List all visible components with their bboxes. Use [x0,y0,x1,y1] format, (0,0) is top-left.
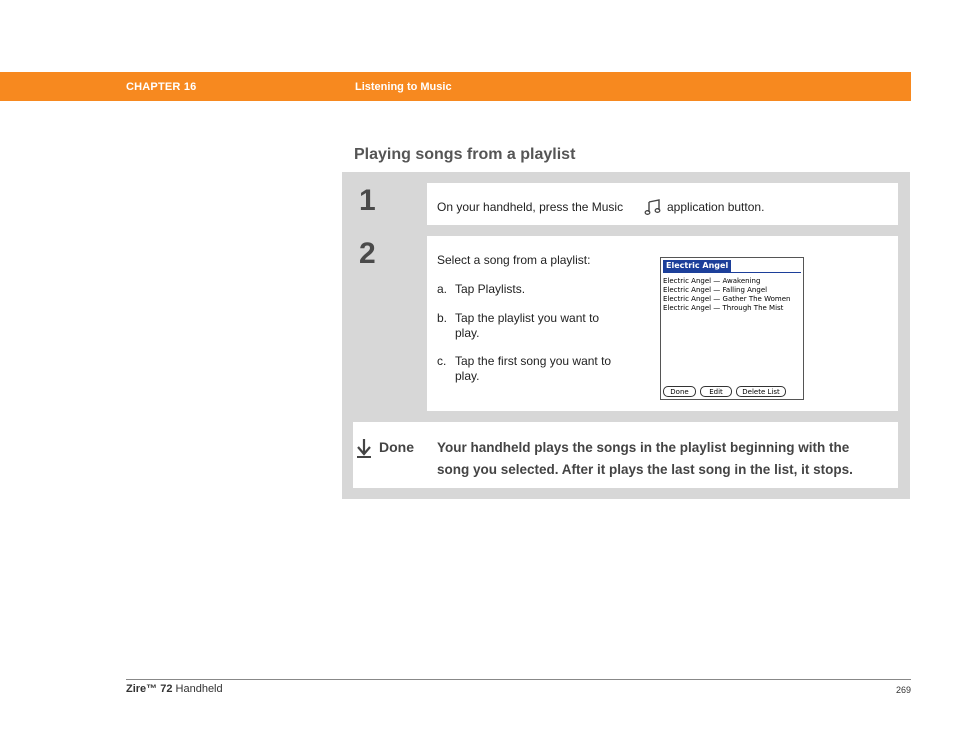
done-label: Done [379,439,414,455]
step-2-number: 2 [359,237,376,270]
section-title: Playing songs from a playlist [354,146,576,163]
footer-product-suffix: Handheld [172,683,223,695]
done-description-line-2: song you selected. After it plays the last song in the list, it stops. [437,462,853,477]
substep-b-text-cont: play. [455,326,480,340]
playlist-screen-image [660,257,804,400]
step-1-number: 1 [359,184,376,217]
playlist-done-button: Done [663,386,696,397]
playlist-song: Electric Angel — Gather The Women [663,295,791,303]
playlist-delete-list-button: Delete List [736,386,786,397]
substep-c-text: Tap the first song you want to [455,354,612,368]
step-2-intro: Select a song from a playlist: [437,253,591,267]
playlist-title-bar [663,260,801,273]
footer-product-model: Zire™ 72 [126,683,173,695]
page-number: 269 [895,685,911,695]
substep-b-text: Tap the playlist you want to [455,311,600,325]
chapter-title: Listening to Music [355,81,452,93]
footer-divider [126,679,911,680]
substep-c-text-cont: play. [455,369,480,383]
playlist-song: Electric Angel — Awakening [663,277,761,285]
substep-c-marker: c. [437,354,447,368]
done-description [437,437,892,481]
done-description-line-1: Your handheld plays the songs in the playlist beginning with the [437,440,850,455]
music-note-icon [644,198,662,216]
playlist-song: Electric Angel — Through The Mist [663,304,784,312]
substep-a-text: Tap Playlists. [455,282,526,296]
playlist-edit-button: Edit [700,386,732,397]
step-1-text: On your handheld, press the Music [437,200,624,214]
chapter-label: CHAPTER 16 [126,81,197,93]
playlist-song: Electric Angel — Falling Angel [663,286,768,294]
down-arrow-icon [356,438,372,458]
playlist-title: Electric Angel [663,260,731,272]
substep-a-marker: a. [437,282,448,296]
substep-b-marker: b. [437,311,448,325]
footer-product-name [126,683,223,695]
step-1-text-suffix: application button. [667,200,765,214]
